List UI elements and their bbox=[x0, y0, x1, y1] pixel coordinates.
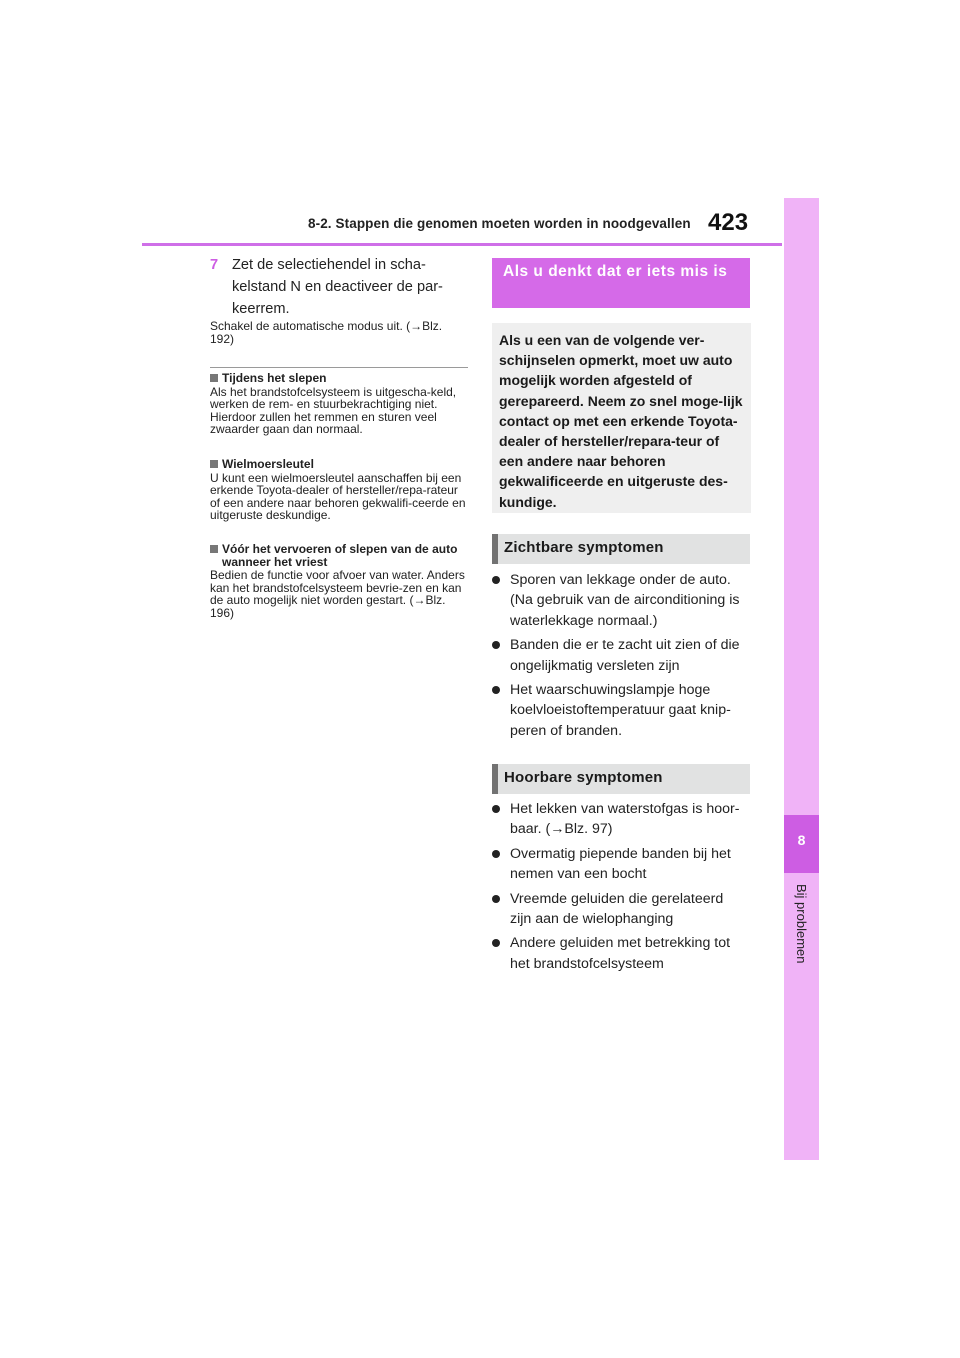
topic-title-box bbox=[492, 258, 750, 308]
section-heading: Vóór het vervoeren of slepen van de auto wanneer het vriest bbox=[222, 542, 458, 569]
square-bullet-icon bbox=[210, 374, 218, 382]
visible-symptoms-heading bbox=[492, 534, 750, 564]
list-item: Banden die er te zacht uit zien of die ongelijkmatig versleten zijn bbox=[491, 635, 741, 676]
section-body: Als het brandstofcelsysteem is uitgescha-keld, werken de rem- en stuurbekrachtiging niet. Hierdoor zullen het remmen en sturen veel zwaarder gaan dan normaal. bbox=[210, 384, 457, 436]
visible-symptoms-list bbox=[491, 570, 741, 741]
section-heading: Tijdens het slepen bbox=[222, 371, 327, 385]
chapter-number: 8 bbox=[797, 832, 806, 848]
heading-text: Hoorbare symptomen bbox=[504, 769, 663, 786]
section-title: 8-2. Stappen die genomen moeten worden in noodgevallen bbox=[308, 216, 691, 231]
list-item: Het lekken van waterstofgas is hoor-baar. (→Blz. 97) bbox=[491, 799, 741, 840]
section-heading: Wielmoersleutel bbox=[222, 457, 314, 471]
step-note: Schakel de automatische modus uit. (→Blz. 192) bbox=[210, 319, 443, 346]
column-divider bbox=[210, 367, 468, 368]
list-item: Sporen van lekkage onder de auto. (Na gebruik van de airconditioning is waterlekkage normaal.) bbox=[491, 570, 741, 631]
list-item: Overmatig piepende banden bij het nemen van een bocht bbox=[491, 844, 741, 885]
bullet-dot-icon bbox=[492, 805, 500, 813]
chapter-side-tab bbox=[784, 198, 819, 1160]
audible-symptoms-heading bbox=[492, 764, 750, 794]
page-number: 423 bbox=[708, 209, 749, 236]
bullet-dot-icon bbox=[492, 895, 500, 903]
info-box bbox=[492, 323, 751, 513]
list-item: Andere geluiden met betrekking tot het brandstofcelsysteem bbox=[491, 933, 741, 974]
info-section-towing bbox=[210, 372, 468, 436]
square-bullet-icon bbox=[210, 460, 218, 468]
info-section-wrench bbox=[210, 458, 468, 522]
step-number: 7 bbox=[210, 257, 219, 273]
list-item: Vreemde geluiden die gerelateerd zijn aan de wielophanging bbox=[491, 889, 741, 930]
step-text: Zet de selectiehendel in scha-kelstand N en deactiveer de par-keerrem. bbox=[232, 257, 443, 317]
header-divider bbox=[142, 243, 782, 246]
heading-text: Zichtbare symptomen bbox=[504, 539, 664, 556]
list-item: Het waarschuwingslampje hoge koelvloeistoftemperatuur gaat knip-peren of branden. bbox=[491, 680, 741, 741]
chapter-label: Bij problemen bbox=[794, 884, 809, 964]
bullet-dot-icon bbox=[492, 939, 500, 947]
bullet-dot-icon bbox=[492, 686, 500, 694]
bullet-dot-icon bbox=[492, 850, 500, 858]
section-body: Bedien de functie voor afvoer van water. Anders kan het brandstofcelsysteem bevrie-zen en kan de auto mogelijk niet worden gestart. (→Blz. 196) bbox=[210, 568, 465, 620]
audible-symptoms-list bbox=[491, 799, 741, 974]
bullet-dot-icon bbox=[492, 641, 500, 649]
section-body: U kunt een wielmoersleutel aanschaffen bij een erkende Toyota-dealer of hersteller/repa-rateur of een andere naar behoren gekwalifi-ceerde en uitgeruste deskundige. bbox=[210, 470, 466, 522]
topic-title: Als u denkt dat er iets mis is bbox=[503, 263, 728, 280]
square-bullet-icon bbox=[210, 545, 218, 553]
info-box-text: Als u een van de volgende ver-schijnselen opmerkt, moet uw auto mogelijk worden afgesteld of gerepareerd. Neem zo snel moge-lijk contact op met een erkende Toyota-dealer of hersteller/repara-teur of een andere naar behoren gekwalificeerde en uitgeruste des-kundige. bbox=[499, 332, 743, 510]
info-section-freezing bbox=[210, 543, 468, 619]
bullet-dot-icon bbox=[492, 576, 500, 584]
